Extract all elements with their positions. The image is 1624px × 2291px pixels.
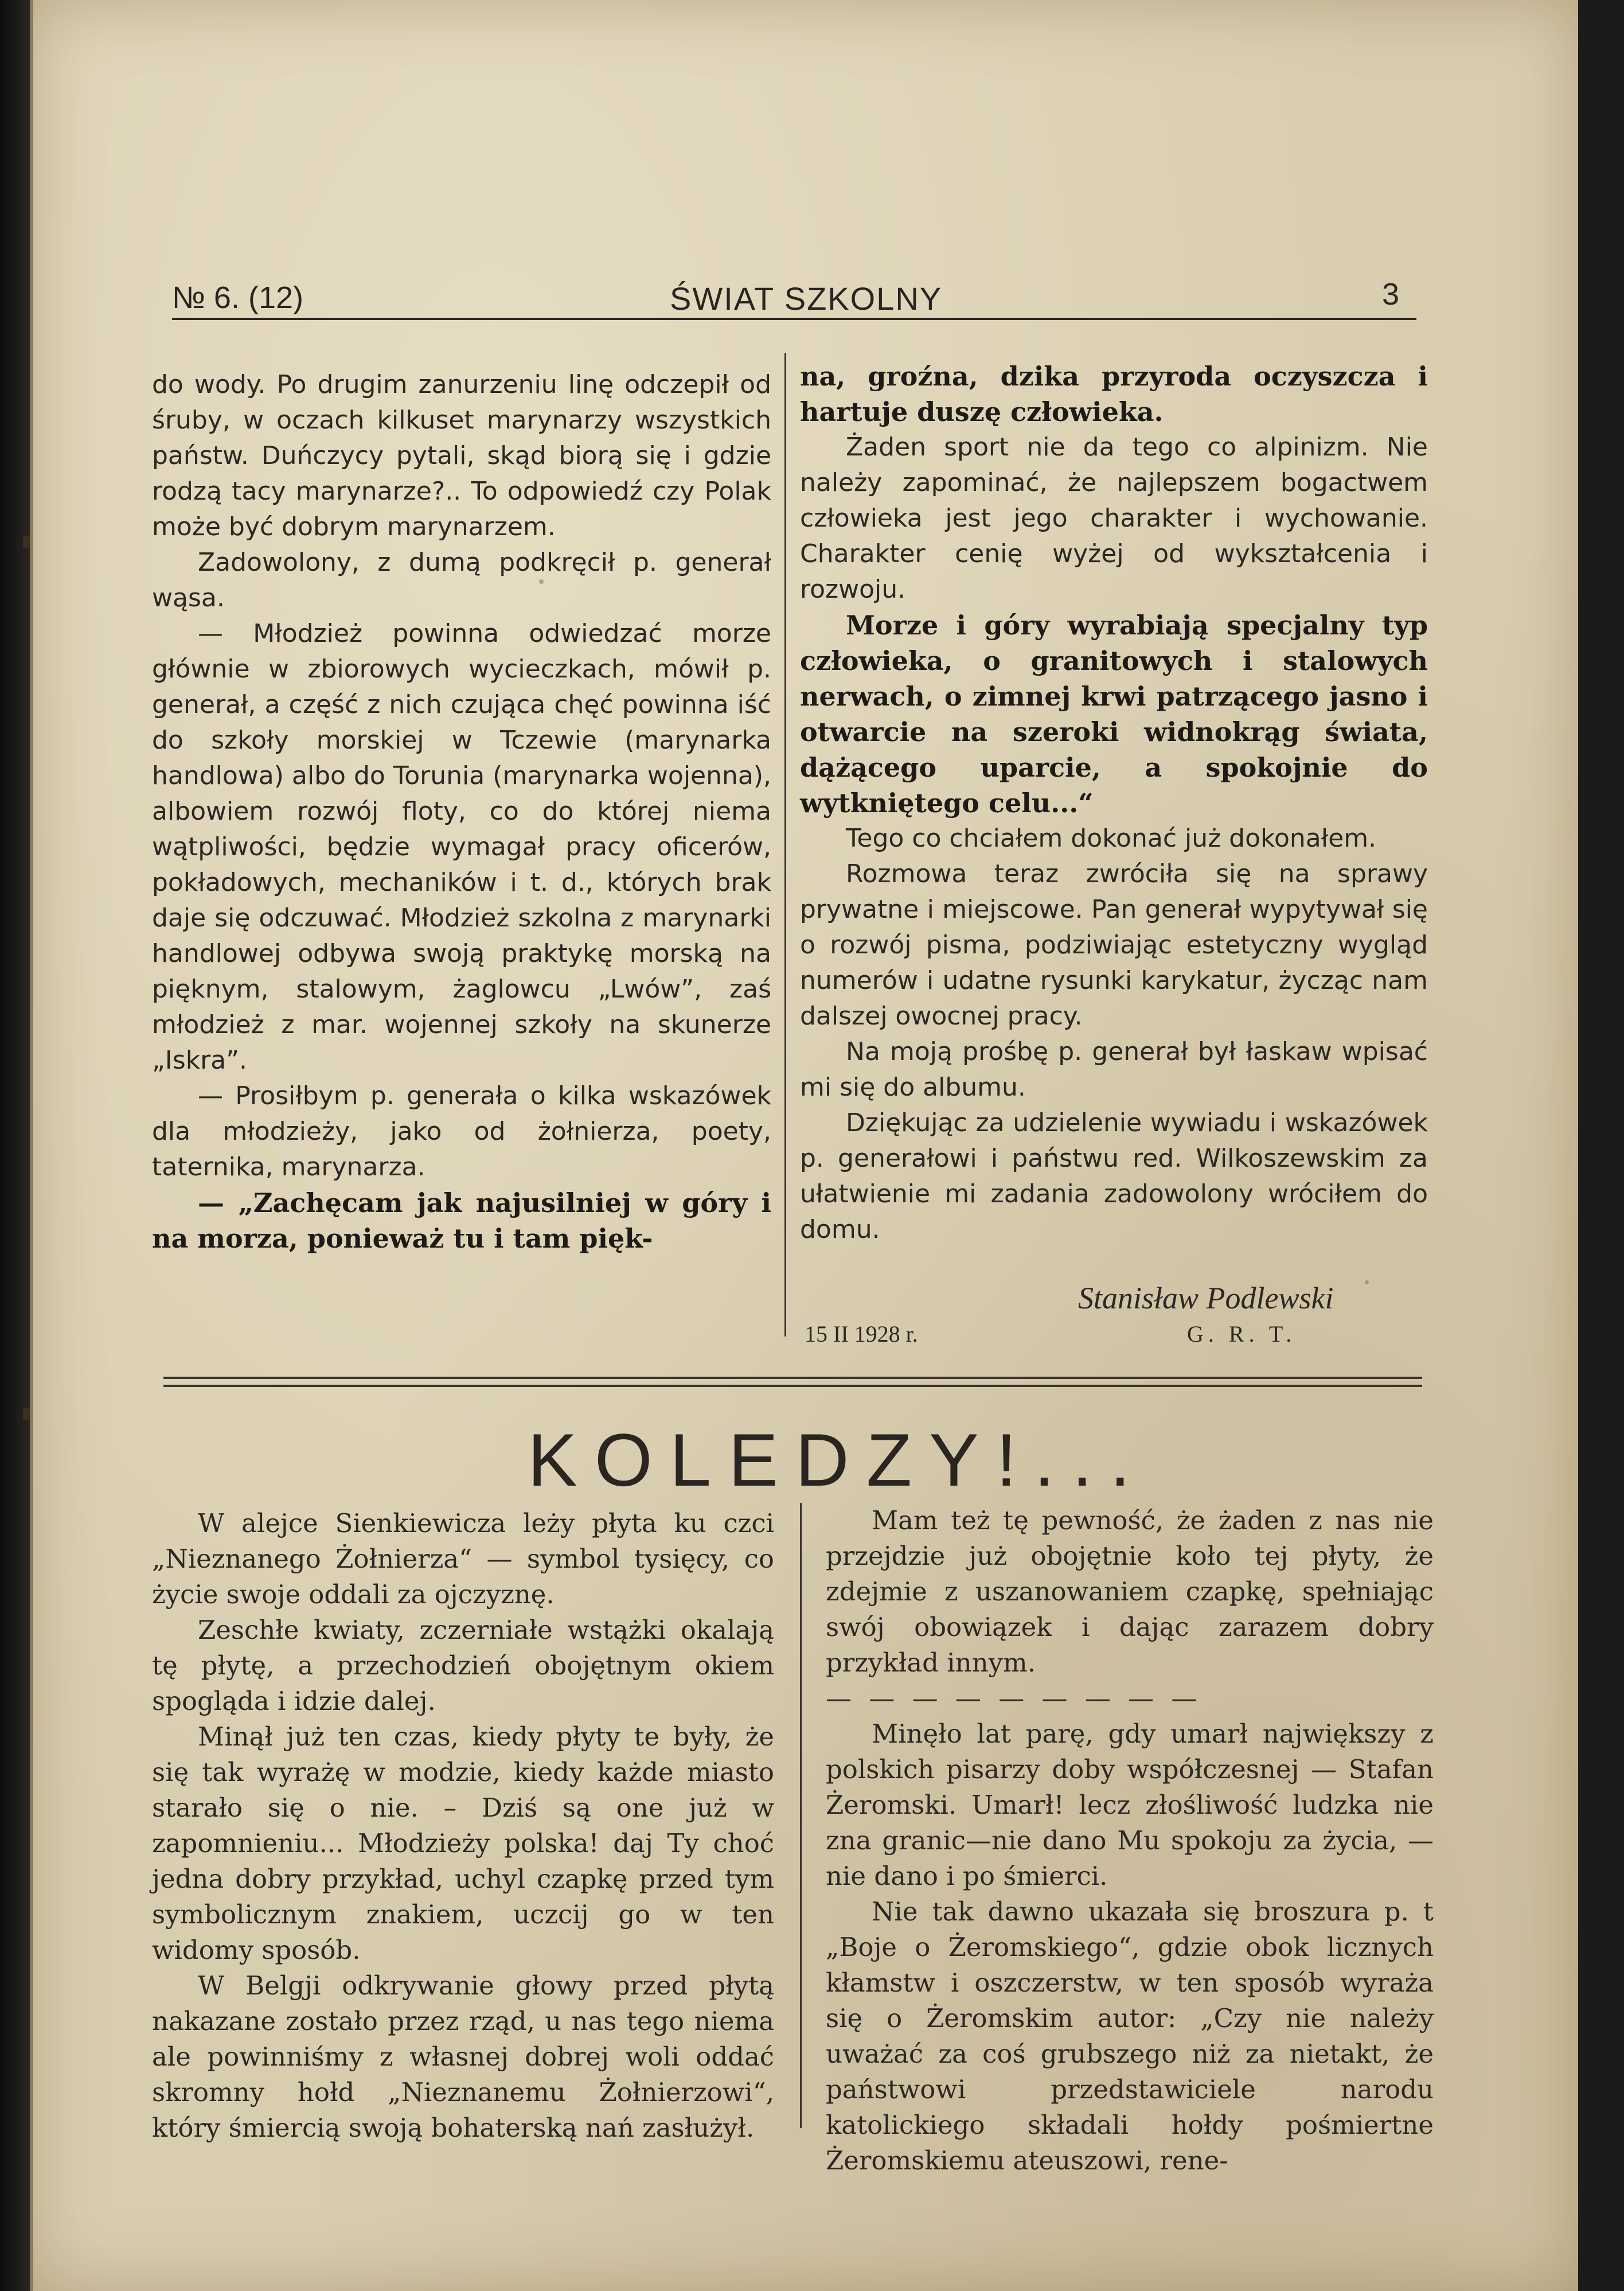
paragraph: Rozmowa teraz zwróciła się na sprawy prywatne i miejscowe. Pan generał wypytywał się o rozwój pisma, podziwiając estetyczny wygląd numerów i udatne rysunki karykatur, życząc nam dalszej owocnej pracy. [800, 859, 1428, 1031]
page-header [172, 268, 1416, 326]
paragraph: Tego co chciałem dokonać już dokonałem. [846, 824, 1377, 853]
article1-column-right [800, 359, 1428, 1248]
binding-hole [23, 536, 30, 548]
author-signature: Stanisław Podlewski [1078, 1281, 1334, 1315]
paragraph: Nie tak dawno ukazała się broszura p. t „Boje o Żeromskiego“, gdzie obok licznych kłamstw i oszczerstw, w ten sposób wyraża się o Żeromskim autor: „Czy nie należy uważać za coś grubszego niż za nietakt, że państwowi przedstawiciele narodu katolickiego składali hołdy pośmiertne Żeromskiemu ateuszowi, rene- [826, 1896, 1434, 2176]
page-edge [30, 0, 33, 2291]
quote-paragraph: — „Zachęcam jak najusilniej w góry i na morza, ponieważ tu i tam pięk- [152, 1187, 771, 1254]
binding-hole [23, 1408, 30, 1420]
paragraph: — Prosiłbym p. generała o kilka wskazówek dla młodzieży, jako od żołnierza, poety, taternika, marynarza. [152, 1081, 771, 1182]
paragraph: Żaden sport nie da tego co alpinizm. Nie należy zapominać, że najlepszem bogactwem człowieka jest jego charakter i wychowanie. Charakter cenię wyżej od wykształcenia i rozwoju. [800, 433, 1428, 604]
paragraph: do wody. Po drugim zanurzeniu linę odczepił od śruby, w oczach kilkuset marynarzy wszystkich państw. Duńczycy pytali, skąd biorą się i gdzie rodzą tacy marynarze?.. To odpowiedź czy Polak może być dobrym marynarzem. [152, 370, 771, 541]
paragraph: W Belgji odkrywanie głowy przed płytą nakazane zostało przez rząd, u nas tego niema ale powinniśmy z własnej dobrej woli oddać skromny hołd „Nieznanemu Żołnierzowi“, który śmiercią swoją bohaterską nań zasłużył. [152, 1970, 774, 2143]
paragraph: Minęło lat parę, gdy umarł największy z polskich pisarzy doby współczesnej — Stafan Żeromski. Umarł! lecz złośliwość ludzka nie zna granic—nie dano Mu spokoju za życia, — nie dano i po śmierci. [826, 1719, 1434, 1891]
paragraph: Zeschłe kwiaty, zczerniałe wstążki okalają tę płytę, a przechodzień obojętnym okiem spogląda i idzie dalej. [152, 1615, 774, 1716]
column-divider [784, 353, 786, 1337]
quote-paragraph: Morze i góry wyrabiają specjalny typ człowieka, o granitowych i stalowych nerwach, o zimnej krwi patrzącego jasno i otwarcie na szeroki widnokrąg świata, dążącego uparcie, a spokojnie do wytkniętego celu...“ [800, 610, 1428, 819]
article-title: KOLEDZY!... [528, 1418, 1148, 1502]
issue-number: № 6. (12) [172, 280, 303, 315]
binding-edge [0, 0, 30, 2291]
header-rule [172, 318, 1416, 320]
section-rule [163, 1377, 1422, 1379]
paragraph: W alejce Sienkiewicza leży płyta ku czci „Nieznanego Żołnierza“ — symbol tysięcy, co życie swoje oddali za ojczyznę. [152, 1508, 774, 1610]
quote-paragraph: na, groźna, dzika przyroda oczyszcza i hartuje duszę człowieka. [800, 361, 1428, 427]
column-divider [800, 1503, 802, 2128]
journal-title: ŚWIAT SZKOLNY [670, 280, 943, 317]
paragraph: Zadowolony, z dumą podkręcił p. generał wąsa. [152, 548, 771, 613]
article-date: 15 II 1928 r. [805, 1321, 918, 1347]
author-initials: G. R. T. [1187, 1321, 1297, 1347]
section-rule [163, 1385, 1422, 1387]
paragraph: Mam też tę pewność, że żaden z nas nie przejdzie już obojętnie koło tej płyty, że zdejmie z uszanowaniem czapkę, spełniając swój obowiązek i dając zarazem dobry przykład innym. [826, 1505, 1434, 1678]
dash-separator: — — — — — — — — — [826, 1683, 1202, 1713]
paragraph: Minął już ten czas, kiedy płyty te były, że się tak wyrażę w modzie, kiedy każde miasto starało się o nie. – Dziś są one już w zapomnieniu... Młodzieży polska! daj Ty choć jedna dobry przykład, uchyl czapkę przed tym symbolicznym znakiem, uczcij go w ten widomy sposób. [152, 1721, 774, 1965]
page-number: 3 [1381, 277, 1399, 311]
paragraph: — Młodzież powinna odwiedzać morze głównie w zbiorowych wycieczkach, mówił p. generał, a część z nich czująca chęć powinna iść do szkoły morskiej w Tczewie (marynarka handlowa) albo do Torunia (marynarka wojenna), albowiem rozwój floty, co do której niema wątpliwości, będzie wymagał pracy oficerów, pokładowych, mechaników i t. d., których brak daje się odczuwać. Młodzież szkolna z marynarki handlowej odbywa swoją praktykę morską na pięknym, stalowym, żaglowcu „Lwów”, zaś młodzież z mar. wojennej szkoły na skunerze „Iskra”. [152, 619, 771, 1075]
article2-column-left [152, 1506, 774, 2146]
ink-speck [539, 579, 544, 584]
ink-speck [1365, 1280, 1369, 1284]
article2-column-right [826, 1503, 1434, 2179]
paragraph: Na moją prośbę p. generał był łaskaw wpisać mi się do albumu. [800, 1037, 1428, 1102]
article1-column-left [152, 367, 771, 1256]
paragraph: Dziękując za udzielenie wywiadu i wskazówek p. generałowi i państwu red. Wilkoszewskim za ułatwienie mi zadania zadowolony wróciłem do domu. [800, 1108, 1428, 1244]
